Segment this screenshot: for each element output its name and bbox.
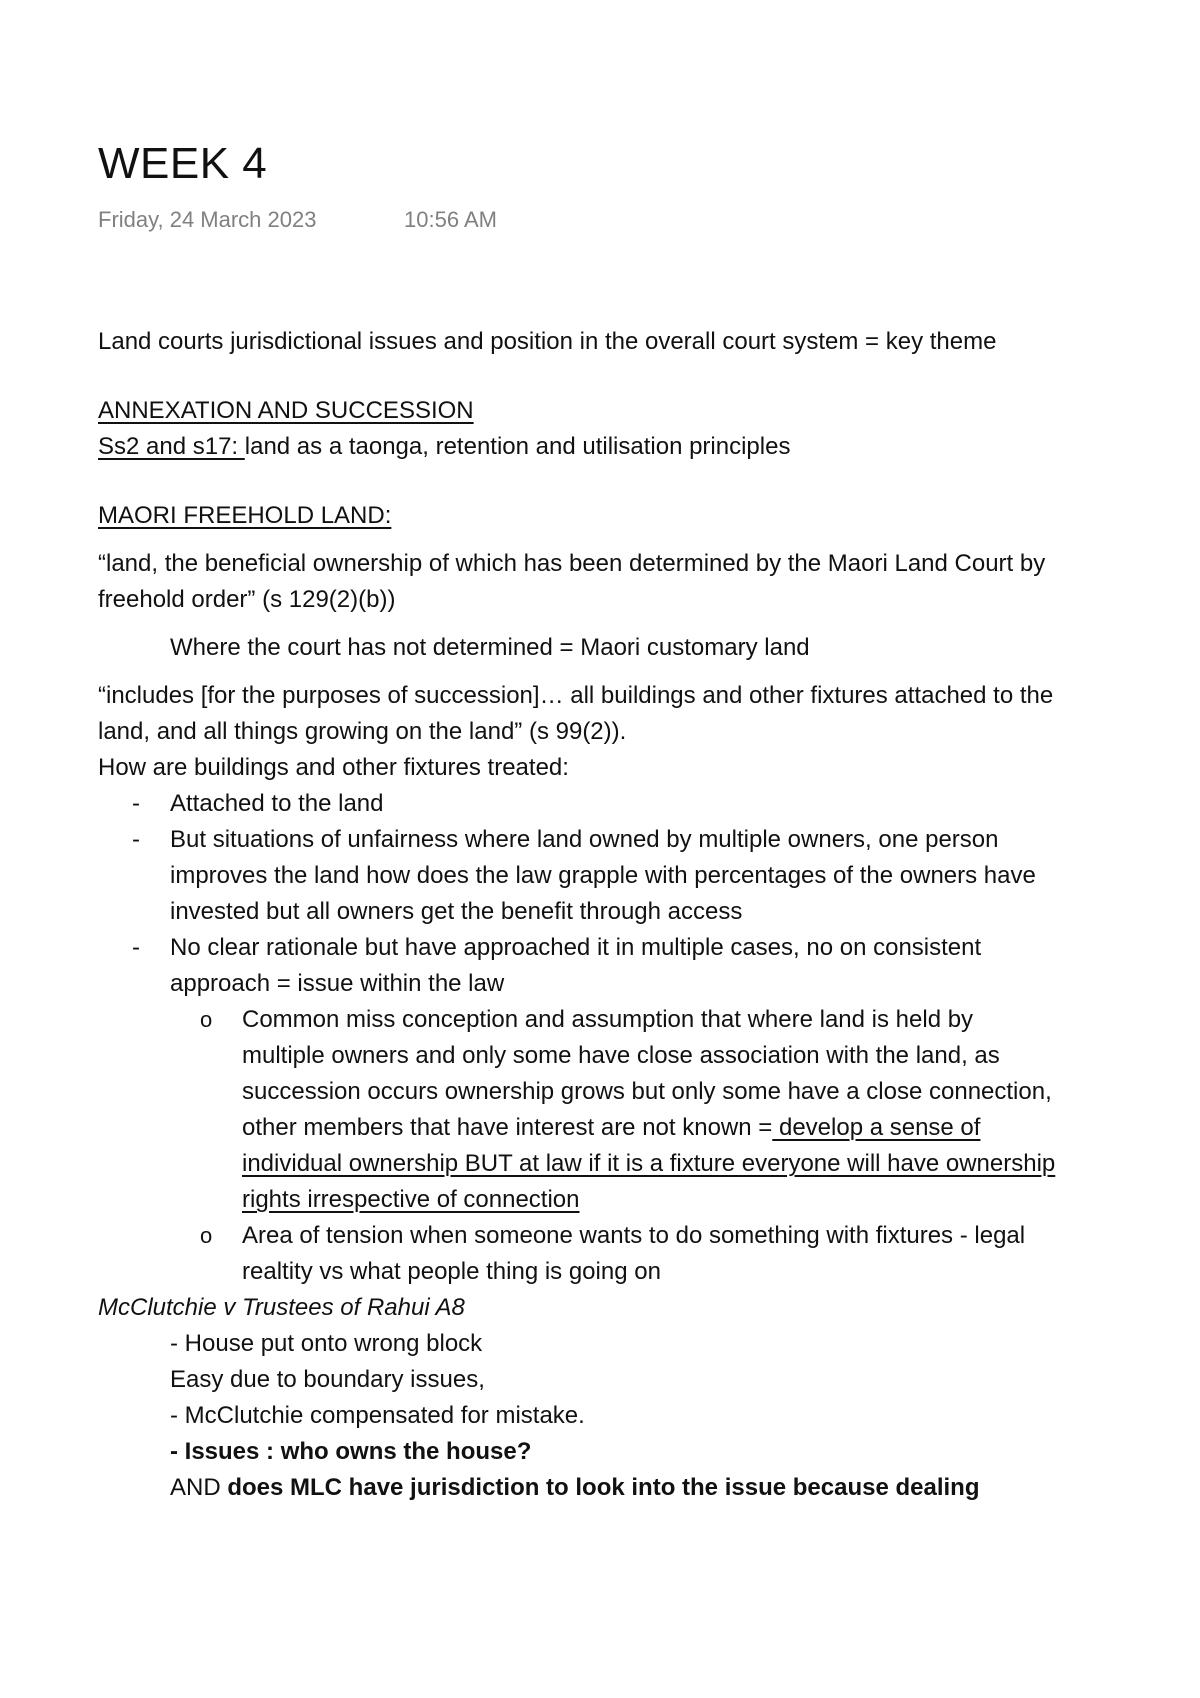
note-body (98, 324, 1058, 1506)
list-item-text: No clear rationale but have approached it in multiple cases, no on consistent approach = issue within the law (170, 934, 982, 997)
case-name: McClutchie v Trustees of Rahui A8 (98, 1294, 465, 1321)
sub-list-item-underlined: develop a sense of individual ownership BUT at law if it is a fixture everyone will have ownership rights irrespective of connection (242, 1114, 1056, 1213)
dash-marker: - (132, 790, 140, 817)
list-item-text: Attached to the land (170, 790, 384, 817)
circle-marker: o (200, 1223, 213, 1248)
case-point: - McClutchie compensated for mistake. (170, 1402, 585, 1429)
sub-list-item-text: Common miss conception and assumption that where land is held by multiple owners and only some have close association with the land, as succession occurs ownership grows but only some have a close connection, other members that have interest are not known = (242, 1006, 1052, 1141)
page-time: 10:56 AM (404, 207, 497, 232)
section-heading-freehold: MAORI FREEHOLD LAND: (98, 502, 392, 529)
page-date: Friday, 24 March 2023 (98, 207, 317, 232)
sub-list-item-text: Area of tension when someone wants to do something with fixtures - legal realtity vs what people thing is going on (242, 1222, 1026, 1285)
case-point: Easy due to boundary issues, (170, 1366, 485, 1393)
section-ref-text: land as a taonga, retention and utilisation principles (244, 433, 791, 460)
circle-marker: o (200, 1007, 213, 1032)
section-heading-annexation: ANNEXATION AND SUCCESSION (98, 397, 474, 424)
and-label: AND (170, 1474, 228, 1501)
intro-paragraph: Land courts jurisdictional issues and position in the overall court system = key theme (98, 328, 997, 355)
list-item (98, 822, 1058, 930)
list-item (98, 786, 1058, 822)
sub-list-item (170, 1218, 1058, 1290)
list-item (98, 930, 1058, 1290)
customary-note: Where the court has not determined = Maori customary land (170, 634, 810, 661)
dash-marker: - (132, 826, 140, 853)
page-title: WEEK 4 (98, 139, 268, 188)
fixtures-bullet-list (98, 786, 1058, 1290)
dash-marker: - (132, 934, 140, 961)
case-point: - House put onto wrong block (170, 1330, 483, 1357)
case-notes (98, 1326, 1058, 1506)
sub-bullet-list (170, 1002, 1058, 1290)
sub-list-item (170, 1002, 1058, 1218)
section-ref: Ss2 and s17: (98, 433, 245, 460)
fixtures-question: How are buildings and other fixtures treated: (98, 754, 569, 781)
section-ref-paragraph (98, 429, 1058, 465)
issues-line: - Issues : who owns the house? (170, 1438, 532, 1465)
definition-quote: “land, the beneficial ownership of which has been determined by the Maori Land Court by freehold order” (s 129(2)(b)) (98, 550, 1046, 613)
includes-quote: “includes [for the purposes of succession]… all buildings and other fixtures attached to the land, and all things growing on the land” (s 99(2)). (98, 682, 1054, 745)
jurisdiction-line (170, 1470, 1058, 1506)
list-item-text: But situations of unfairness where land owned by multiple owners, one person improves the land how does the law grapple with percentages of the owners have invested but all owners get the benefit through access (170, 826, 1036, 925)
jurisdiction-text: does MLC have jurisdiction to look into the issue because dealing (227, 1474, 980, 1501)
